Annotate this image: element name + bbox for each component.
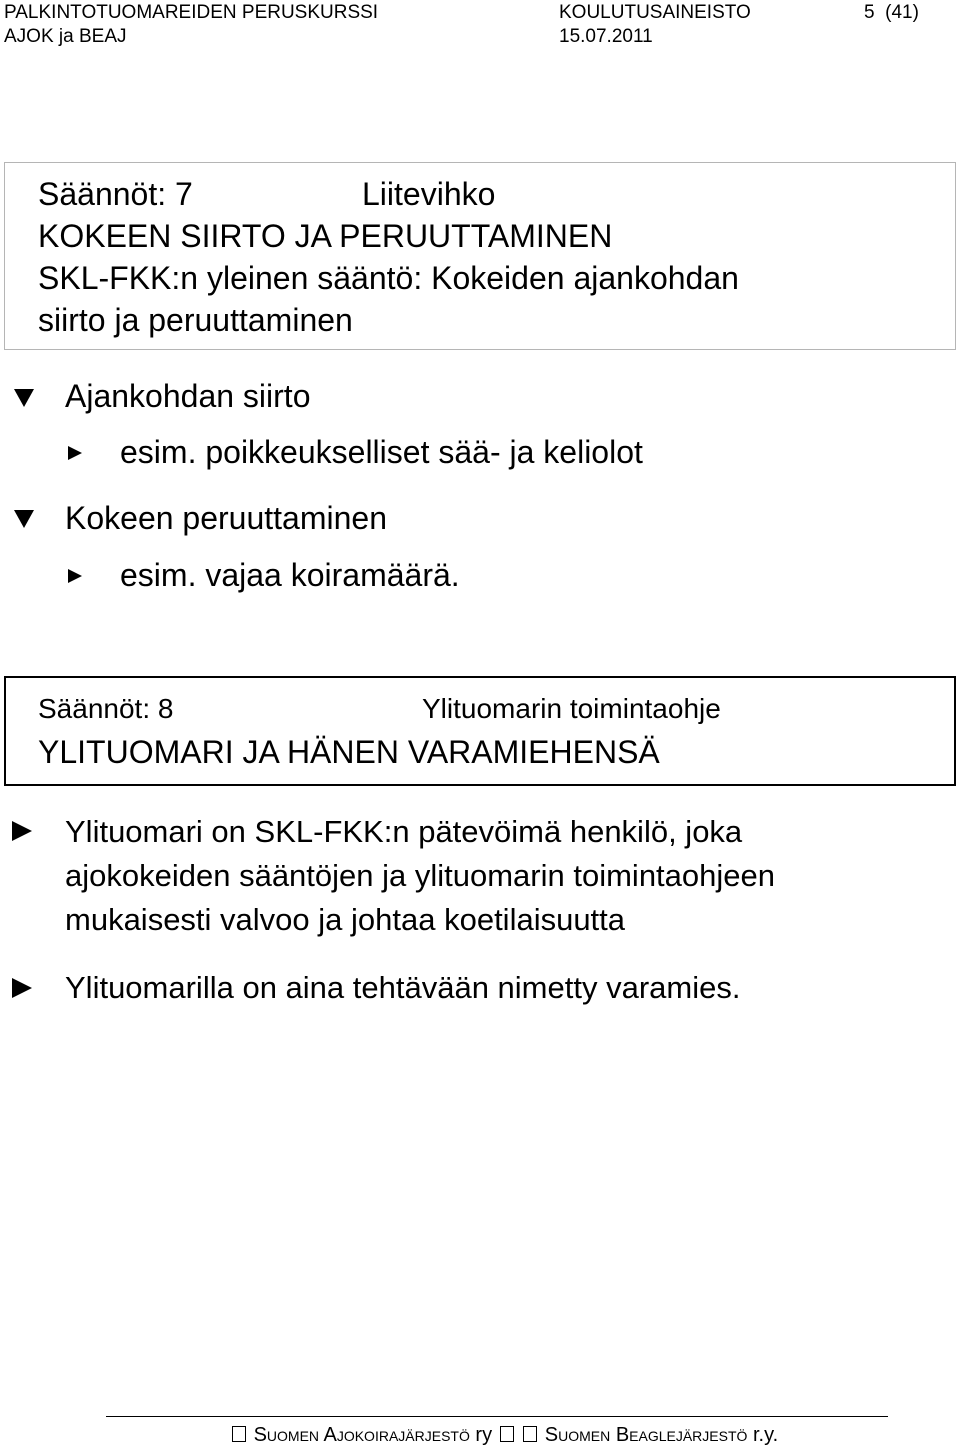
- slide2-rule-number: Säännöt: 8: [38, 693, 174, 724]
- slide2-bullet-1-line3: mukaisesti valvoo ja johtaa koetilaisuutta: [65, 902, 626, 937]
- slide1-bullet-2-sub: esim. vajaa koiramäärä.: [120, 557, 460, 593]
- page-current: 5: [864, 2, 875, 23]
- org1-name: SUOMEN AJOKOIRAJÄRJESTÖ ry: [253, 1424, 493, 1446]
- slide2-bullet-1-line1: Ylituomari on SKL-FKK:n pätevöimä henkilö, joka: [65, 814, 743, 849]
- slide2-bullet-2: Ylituomarilla on aina tehtävään nimetty varamies.: [65, 970, 741, 1005]
- course-name: PALKINTOTUOMAREIDEN PERUSKURSSI: [4, 2, 379, 23]
- slide1-bullet-1: Ajankohdan siirto: [65, 378, 311, 414]
- material-label: KOULUTUSAINEISTO: [559, 2, 751, 23]
- triangle-down-icon: [14, 510, 34, 528]
- triangle-right-icon: [12, 978, 32, 998]
- page-number: [864, 2, 919, 24]
- org2-name: SUOMEN BEAGLEJÄRJESTÖ r.y.: [544, 1424, 779, 1446]
- separator-icon: [500, 1426, 514, 1442]
- footer-orgs: [230, 1423, 778, 1448]
- slide2-bullet-1-line2: ajokokeiden sääntöjen ja ylituomarin toimintaohjeen: [65, 858, 776, 893]
- triangle-down-icon: [14, 389, 34, 407]
- triangle-right-icon: [12, 821, 32, 841]
- slide1-title: KOKEEN SIIRTO JA PERUUTTAMINEN: [38, 218, 613, 254]
- course-section: AJOK ja BEAJ: [4, 26, 127, 47]
- slide1-subtitle-line2: siirto ja peruuttaminen: [38, 302, 353, 338]
- slide1-bullet-1-sub: esim. poikkeukselliset sää- ja keliolot: [120, 434, 643, 470]
- copyright-icon: [232, 1426, 246, 1442]
- slide2-title: YLITUOMARI JA HÄNEN VARAMIEHENSÄ: [38, 734, 660, 770]
- slide1-rule-number: Säännöt: 7: [38, 176, 193, 212]
- slide1-bullet-2: Kokeen peruuttaminen: [65, 500, 387, 536]
- triangle-right-icon: [68, 569, 82, 583]
- slide1-appendix: Liitevihko: [362, 176, 496, 212]
- slide2-doc: Ylituomarin toimintaohje: [422, 693, 721, 724]
- copyright-icon: [523, 1426, 537, 1442]
- triangle-right-icon: [68, 446, 82, 460]
- slide1-subtitle-line1: SKL-FKK:n yleinen sääntö: Kokeiden ajankohdan: [38, 260, 739, 296]
- footer-rule: [106, 1416, 888, 1417]
- date-label: 15.07.2011: [559, 26, 653, 47]
- page-total: (41): [885, 2, 919, 23]
